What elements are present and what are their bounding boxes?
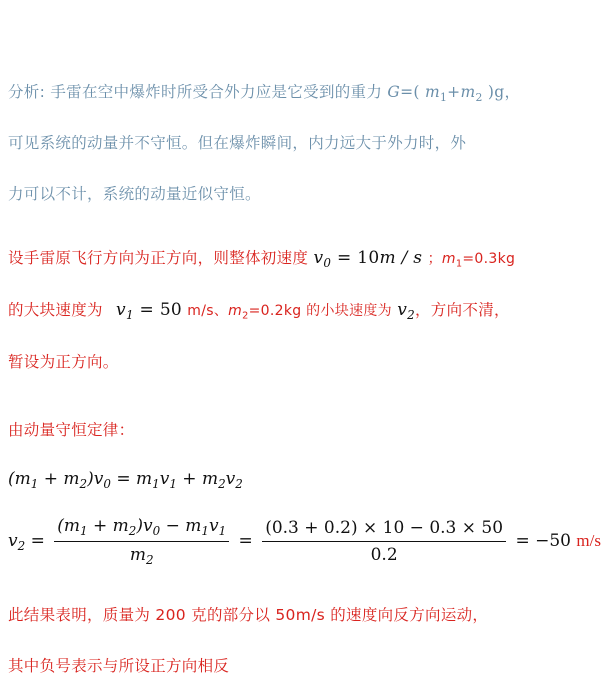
analysis-line-1-text: 分析: 手雷在空中爆炸时所受合外力应是它受到的重力 xyxy=(8,83,383,101)
numeric-fraction xyxy=(262,518,506,565)
momentum-equation: $(m_1 + m_2)v_0 = m_1v_1 + m_2v_2$ xyxy=(8,469,243,492)
v0-expression: $v_0 = 10m / s$ xyxy=(313,248,423,271)
v2-symbol: $v_2$ xyxy=(397,300,415,323)
setup-line-3: 暂设为正方向。 xyxy=(8,353,119,371)
analysis-line-2: 可见系统的动量并不守恒。但在爆炸瞬间，内力远大于外力时，外 xyxy=(8,134,467,152)
setup-line-2-mid: m/s、$m_2=0.2kg$ 的小块速度为 xyxy=(187,303,392,322)
conclusion-line-1: 此结果表明，质量为 200 克的部分以 50m/s 的速度向反方向运动， xyxy=(8,606,489,624)
numeric-denominator: 0.2 xyxy=(370,545,398,566)
result-unit: m/s xyxy=(576,531,601,551)
v2-lhs: $v_2$ = xyxy=(8,531,45,554)
analysis-line-1-end: ， xyxy=(504,83,521,101)
analysis-line-1 xyxy=(8,80,520,104)
setup-line-2-prefix: 的大块速度为 xyxy=(8,301,103,319)
m1-value: ；$m_1=0.3kg$ xyxy=(427,251,516,270)
result-value: = −50 xyxy=(515,531,571,552)
law-heading: 由动量守恒定律： xyxy=(8,421,135,439)
analysis-line-3: 力可以不计，系统的动量近似守恒。 xyxy=(8,185,261,203)
setup-line-2 xyxy=(8,298,510,322)
setup-line-1 xyxy=(8,246,515,270)
setup-line-1-text: 设手雷原飞行方向为正方向，则整体初速度 xyxy=(8,249,309,267)
gravity-formula: G=( $m_1+m_2$ )g xyxy=(387,83,505,104)
v2-solution-equation: $v_2$ = $\frac{(m_1 + m_2)v_0 - m_1v_1}{m_2}$ = $\frac{(0.3 + 0.2) \times 10 - 0.3 \times 50}{0.2}$ = −50 m/s xyxy=(8,516,601,568)
numeric-numerator: (0.3 + 0.2) × 10 − 0.3 × 50 xyxy=(262,518,506,542)
v1-expression: $v_1 = 50$ xyxy=(116,300,183,323)
symbolic-fraction: $\frac{(m_1 + m_2)v_0 - m_1v_1}{m_2}$ xyxy=(54,516,229,567)
conclusion-line-2: 其中负号表示与所设正方向相反 xyxy=(8,657,230,675)
setup-line-2-suffix: ，方向不清， xyxy=(415,301,510,319)
